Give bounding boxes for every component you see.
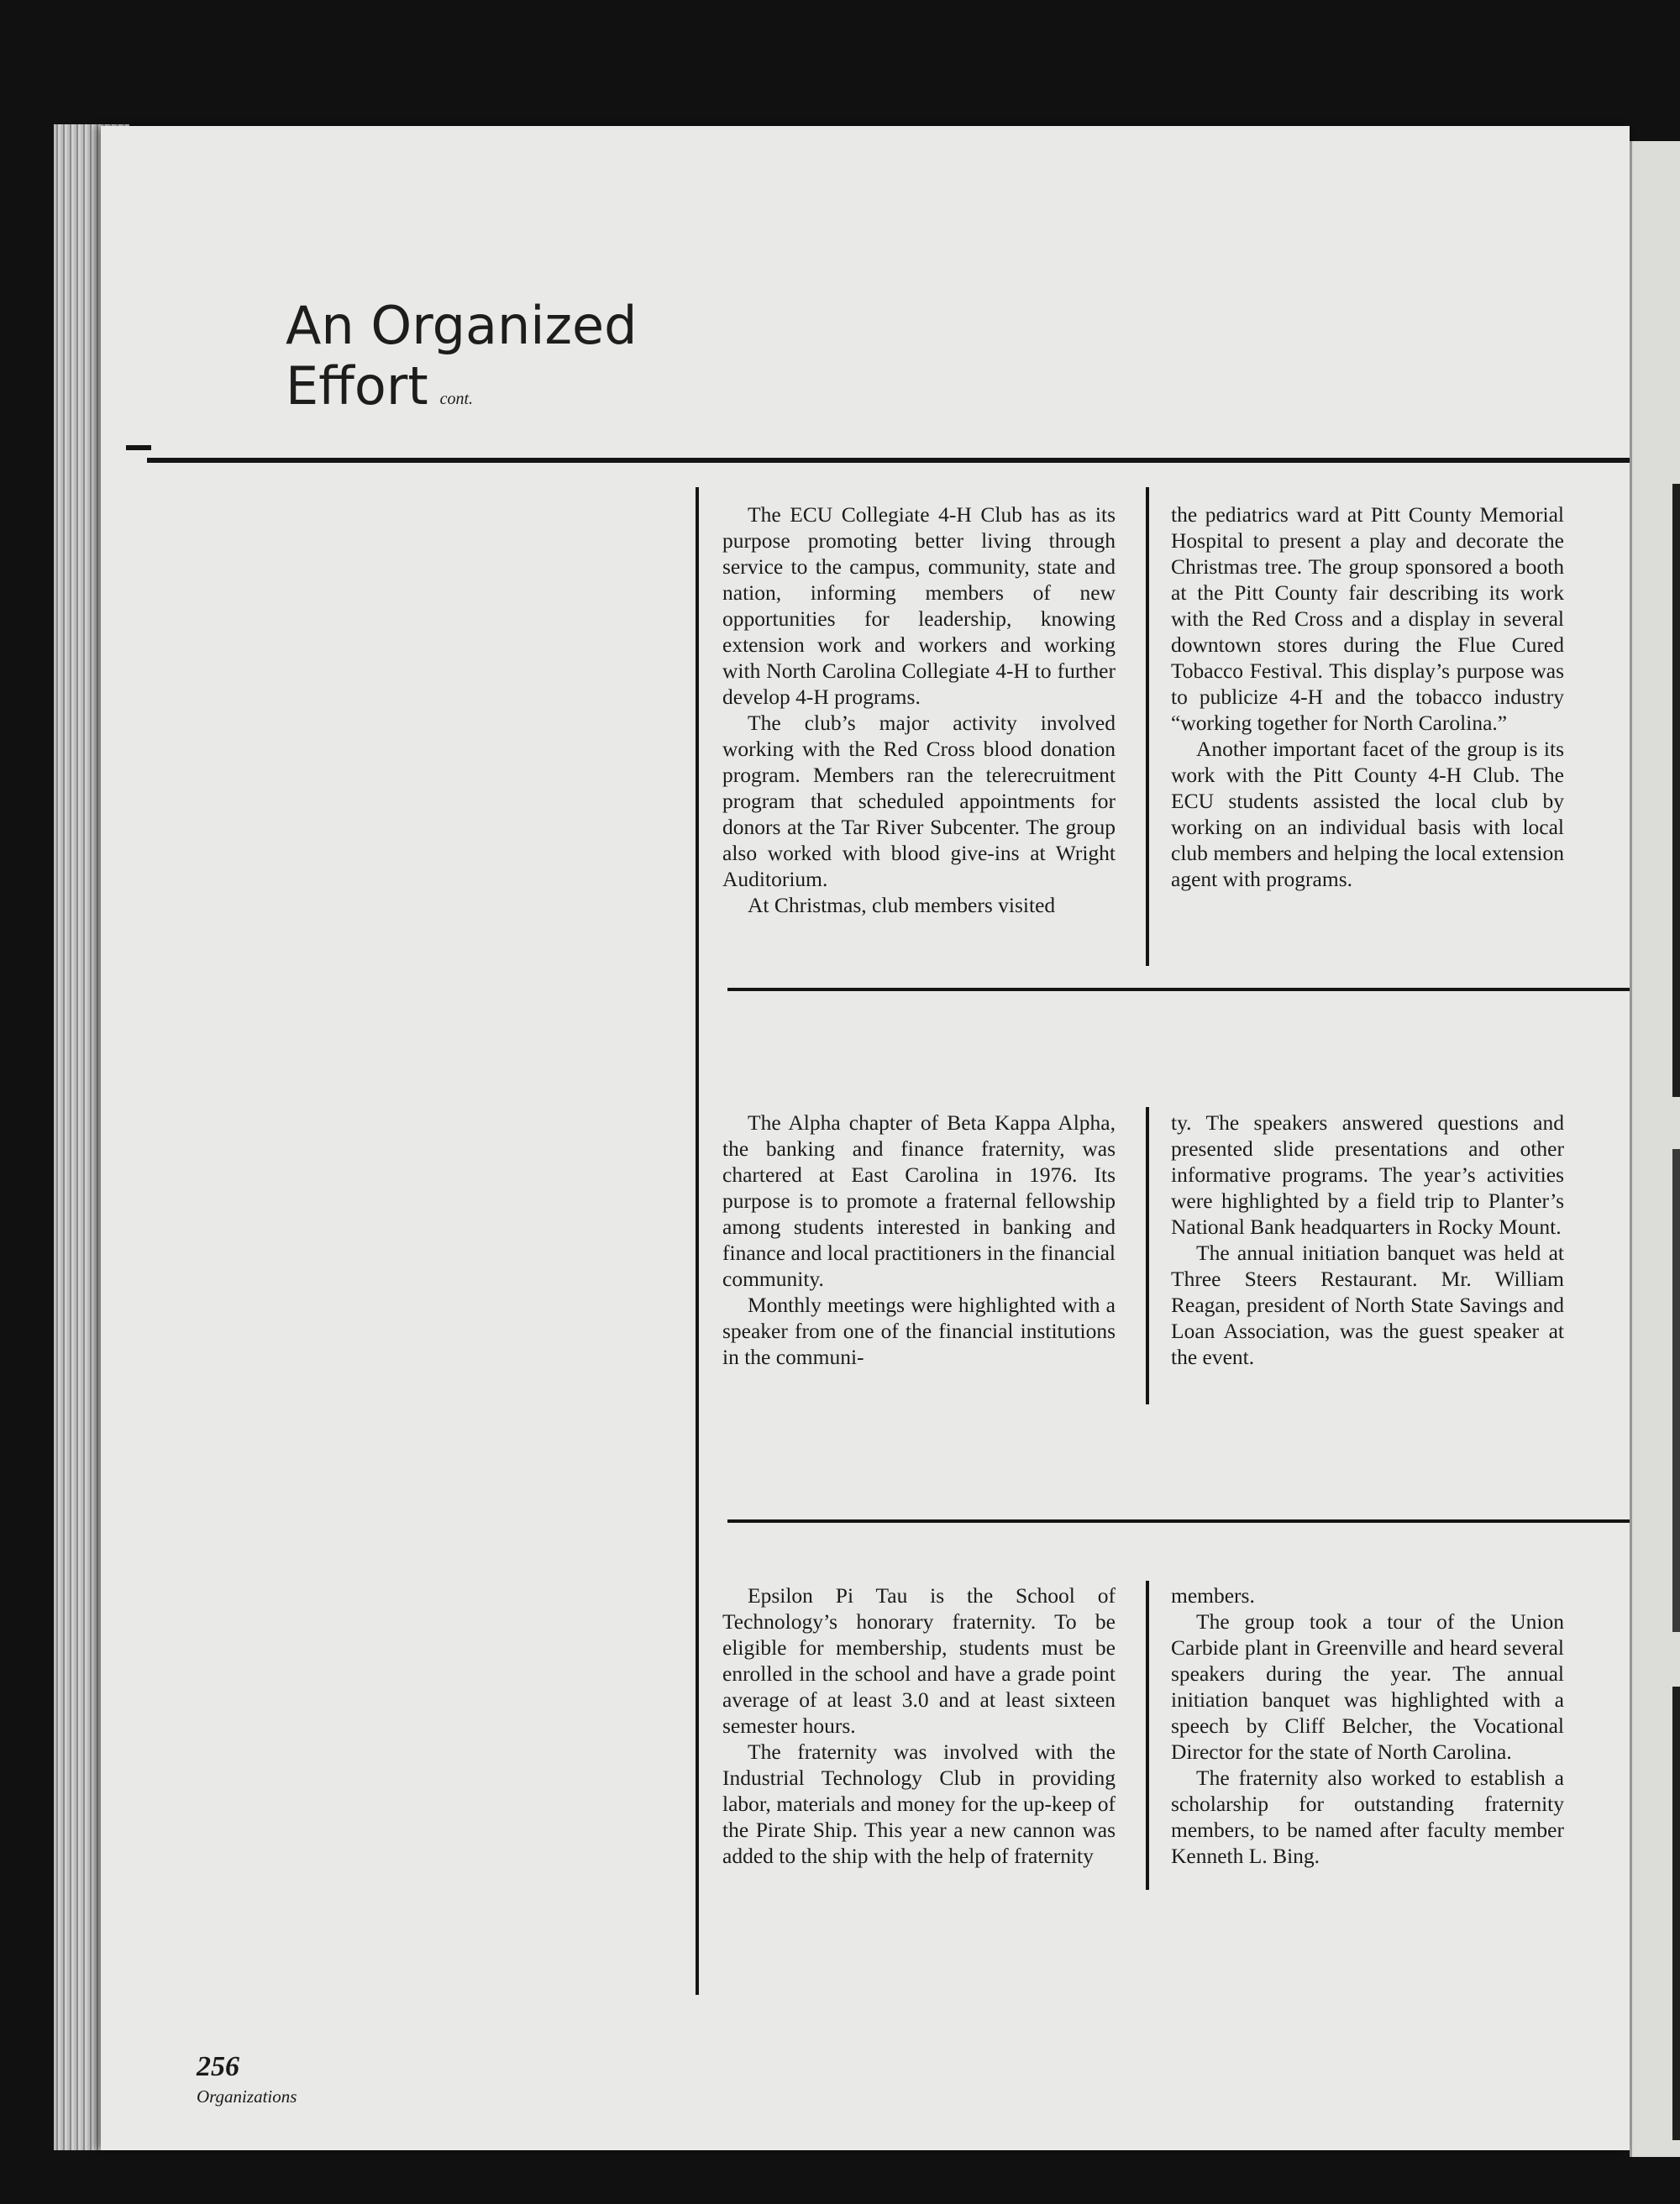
title-rule-stub xyxy=(126,445,151,450)
title-line-1: An Organized xyxy=(286,295,638,356)
paragraph: At Christmas, club members visited xyxy=(748,893,1056,917)
paragraph: members. xyxy=(1171,1583,1255,1608)
paragraph: Monthly meetings were highlighted with a speaker from one of the financial institutions in the communi- xyxy=(722,1293,1116,1369)
facing-photo-1 xyxy=(1672,484,1680,1097)
facing-page-edge xyxy=(1630,141,1680,2157)
title-line-2-text: Effort xyxy=(286,355,428,417)
paragraph: The ECU Collegiate 4-H Club has as its purpose promoting better living through service to the campus, community, state and nation, informing members of new opportunities for leadership, knowing extension work and workers and working with North Carolina Collegiate 4-H to further develop 4-H programs. xyxy=(722,502,1116,709)
section-ept-column-2 xyxy=(1171,1582,1564,1869)
facing-photo-2 xyxy=(1672,1149,1680,1632)
paragraph: The annual initiation banquet was held at Three Steers Restaurant. Mr. William Reagan, president of North State Savings and Loan Association, was the guest speaker at the event. xyxy=(1171,1241,1564,1369)
paragraph: Another important facet of the group is its work with the Pitt County 4-H Club. The ECU students assisted the local club by working on an individual basis with local club members and helping the local extension agent with programs. xyxy=(1171,737,1564,891)
title-line-2 xyxy=(286,356,638,429)
title-rule xyxy=(147,458,1630,463)
paragraph: The club’s major activity involved working with the Red Cross blood donation program. Members ran the telerecruitment program that scheduled appointments for donors at the Tar River Subcenter. The group also worked with blood give-ins at Wright Auditorium. xyxy=(722,711,1116,891)
column-divider-2 xyxy=(1146,1107,1149,1404)
paragraph: ty. The speakers answered questions and presented slide presentations and other informative programs. The year’s activities were highlighted by a field trip to Planter’s National Bank headquarters in Rocky Mount. xyxy=(1171,1110,1564,1239)
cont-label: cont. xyxy=(439,390,474,408)
page-number: 256 xyxy=(197,2051,239,2082)
section-label: Organizations xyxy=(197,2086,297,2107)
column-divider-1 xyxy=(1146,487,1149,966)
paragraph: The group took a tour of the Union Carbide plant in Greenville and heard several speakers during the year. The annual initiation banquet was highlighted with a speech by Cliff Belcher, the Vocational Director for the state of North Carolina. xyxy=(1171,1609,1564,1764)
section-bka-column-2 xyxy=(1171,1110,1564,1370)
section-4h-column-2 xyxy=(1171,501,1564,892)
page-title xyxy=(286,296,638,429)
facing-photo-3 xyxy=(1672,1687,1680,2140)
section-rule-2 xyxy=(727,1519,1630,1523)
section-bka-column-1 xyxy=(722,1110,1116,1370)
section-4h-column-1 xyxy=(722,501,1116,918)
column-divider-3 xyxy=(1146,1581,1149,1890)
paragraph: the pediatrics ward at Pitt County Memorial Hospital to present a play and decorate the Christmas tree. The group sponsored a booth at the Pitt County fair describing its work with the Red Cross and a display in several downtown stores during the Flue Cured Tobacco Festival. This display’s purpose was to publicize 4-H and the tobacco industry “working together for North Carolina.” xyxy=(1171,502,1564,735)
left-vertical-rule xyxy=(696,487,699,1995)
paragraph: The fraternity also worked to establish a scholarship for outstanding fraternity members, to be named after faculty member Kenneth L. Bing. xyxy=(1171,1766,1564,1868)
section-ept-column-1 xyxy=(722,1582,1116,1869)
paragraph: Epsilon Pi Tau is the School of Technology’s honorary fraternity. To be eligible for membership, students must be enrolled in the school and have a grade point average of at least 3.0 and at least sixteen semester hours. xyxy=(722,1583,1116,1738)
section-rule-1 xyxy=(727,988,1630,991)
paragraph: The Alpha chapter of Beta Kappa Alpha, the banking and finance fraternity, was chartered at East Carolina in 1976. Its purpose is to promote a fraternal fellowship among students interested in banking and finance and local practitioners in the financial community. xyxy=(722,1110,1116,1291)
paragraph: The fraternity was involved with the Industrial Technology Club in providing labor, materials and money for the up-keep of the Pirate Ship. This year a new cannon was added to the ship with the help of fraternity xyxy=(722,1740,1116,1868)
